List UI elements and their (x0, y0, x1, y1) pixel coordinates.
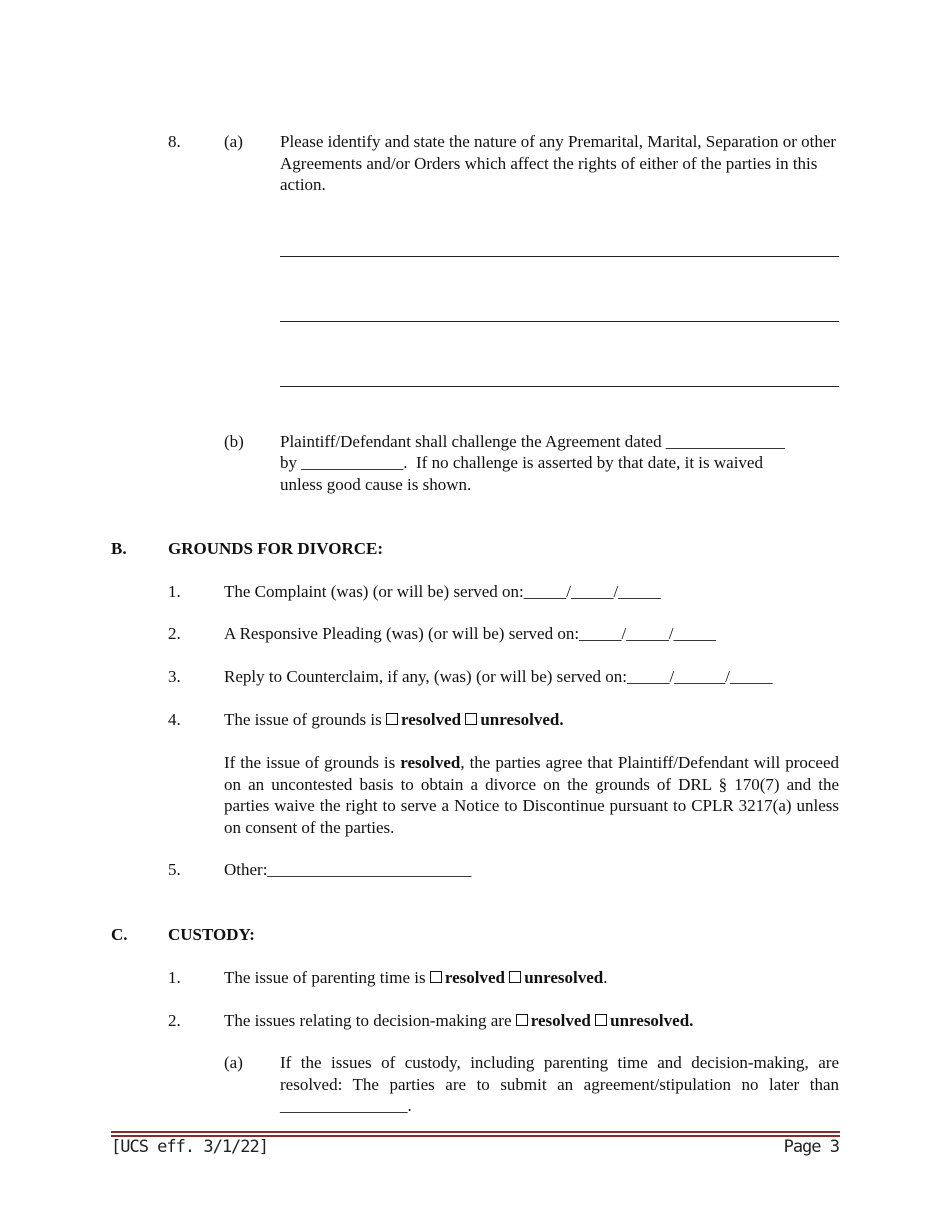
item-8b-line-3: unless good cause is shown. (280, 475, 472, 494)
item-8-number: 8. (168, 132, 181, 151)
decision-resolved-checkbox[interactable] (516, 1014, 528, 1026)
item-8b-line-1: Plaintiff/Defendant shall challenge the Agreement dated ______________ (280, 432, 785, 451)
parenting-resolved-label: resolved (444, 968, 505, 987)
b-item-2-number: 2. (168, 624, 181, 643)
answer-line-2[interactable] (280, 321, 839, 322)
answer-line-3[interactable] (280, 386, 839, 387)
c-item-2-prefix: The issues relating to decision-making are (224, 1011, 516, 1030)
item-8b-line-2: by ____________. If no challenge is asserted by that date, it is waived (280, 453, 763, 472)
c-sub-a-label: (a) (224, 1053, 243, 1072)
paragraph-post: , the parties agree that Plaintiff/Defendant will proceed on an uncontested basis to obtain a divorce on the grounds of DRL § 170(7) and the parties waive the right to serve a Notice to Discontinue pursuant to CPLR 3217(a) unless on consent of the parties. (224, 753, 839, 837)
decision-unresolved-label: unresolved. (610, 1011, 694, 1030)
c-sub-a-blank[interactable]: _______________. (280, 1096, 412, 1115)
parenting-resolved-checkbox[interactable] (430, 971, 442, 983)
c-item-1-suffix: . (603, 968, 608, 987)
item-8a-text: Please identify and state the nature of any Premarital, Marital, Separation or other Agreements and/or Orders which affect the rights of either of the parties in this action. (280, 132, 837, 194)
answer-line-1[interactable] (280, 256, 839, 257)
b-item-1-text: The Complaint (was) (or will be) served on:_____/_____/_____ (224, 582, 661, 601)
parenting-unresolved-label: unresolved (524, 968, 604, 987)
item-8b-label: (b) (224, 432, 244, 451)
section-c-title: CUSTODY: (168, 925, 255, 944)
b-item-2-text: A Responsive Pleading (was) (or will be) served on:_____/_____/_____ (224, 624, 716, 643)
c-item-1-prefix: The issue of parenting time is (224, 968, 430, 987)
parenting-unresolved-checkbox[interactable] (509, 971, 521, 983)
b-item-1-number: 1. (168, 582, 181, 601)
decision-unresolved-checkbox[interactable] (595, 1014, 607, 1026)
b-item-3-number: 3. (168, 667, 181, 686)
resolved-label: resolved (400, 710, 462, 729)
c-item-1-text (224, 967, 608, 989)
paragraph-bold: resolved (400, 753, 461, 772)
b-item-5-number: 5. (168, 860, 181, 879)
c-item-1-number: 1. (168, 968, 181, 987)
b-item-4-text (224, 709, 564, 731)
footer-page-number: Page 3 (783, 1137, 839, 1157)
b-item-4-number: 4. (168, 710, 181, 729)
unresolved-label: unresolved. (480, 710, 564, 729)
decision-resolved-label: resolved (530, 1011, 591, 1030)
c-item-2-text (224, 1010, 693, 1032)
c-sub-a-text: If the issues of custody, including parenting time and decision-making, are resolved: The parties are to submit an agreement/stipulation no later than (280, 1053, 839, 1094)
b-item-3-text: Reply to Counterclaim, if any, (was) (or will be) served on:_____/______/_____ (224, 667, 773, 686)
section-b-title: GROUNDS FOR DIVORCE: (168, 539, 383, 558)
c-item-2-number: 2. (168, 1011, 181, 1030)
footer-version: [UCS eff. 3/1/22] (111, 1137, 268, 1157)
item-8a-label: (a) (224, 132, 243, 151)
b-item-4-prefix: The issue of grounds is (224, 710, 386, 729)
footer-rule-thick (111, 1131, 840, 1133)
b-item-4-paragraph (224, 752, 839, 838)
paragraph-pre: If the issue of grounds is (224, 753, 401, 772)
section-c-letter: C. (111, 925, 128, 944)
resolved-checkbox[interactable] (386, 713, 398, 725)
unresolved-checkbox[interactable] (465, 713, 477, 725)
section-b-letter: B. (111, 539, 127, 558)
b-item-5-text: Other:________________________ (224, 860, 472, 879)
